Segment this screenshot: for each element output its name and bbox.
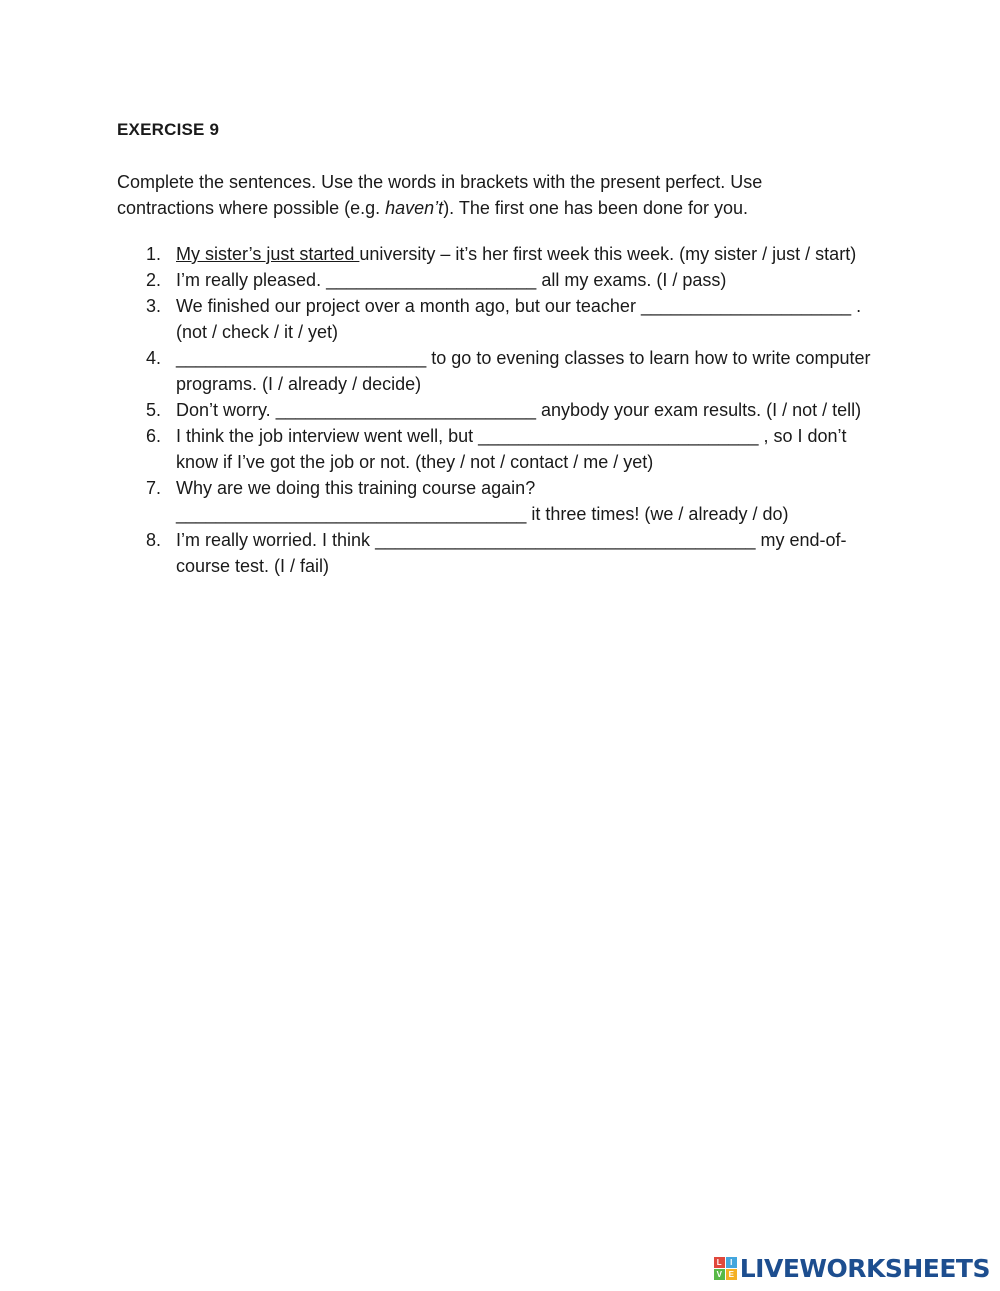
- item-text-after: my end-of-course test. (I / fail): [176, 530, 847, 576]
- list-item: [146, 423, 886, 475]
- item-text-after: all my exams. (I / pass): [536, 270, 727, 290]
- item-number: 3.: [146, 296, 162, 316]
- liveworksheets-logo[interactable]: [714, 1254, 990, 1283]
- answer-blank[interactable]: _________________________: [176, 348, 427, 368]
- item-text-after: it three times! (we / already / do): [526, 504, 789, 524]
- logo-letter: E: [726, 1269, 737, 1280]
- exercise-title: EXERCISE 9: [117, 120, 220, 139]
- item-number: 1.: [146, 244, 162, 264]
- list-item: [146, 293, 886, 345]
- logo-letter: L: [714, 1257, 725, 1268]
- item-text-before: We finished our project over a month ago, but our teacher: [176, 296, 641, 316]
- item-text-before: I’m really pleased.: [176, 270, 327, 290]
- list-item: [146, 241, 886, 267]
- item-text-after: anybody your exam results. (I / not / tell): [535, 400, 862, 420]
- instructions: [117, 169, 847, 221]
- item-text-before: I think the job interview went well, but: [176, 426, 479, 446]
- item-text-before: I’m really worried. I think: [176, 530, 376, 550]
- instructions-example: haven’t: [385, 198, 444, 218]
- item-text-before: Why are we doing this training course again?: [176, 478, 536, 498]
- item-text-before: Don’t worry.: [176, 400, 276, 420]
- answer-blank[interactable]: _____________________: [640, 296, 852, 316]
- logo-letter: I: [726, 1257, 737, 1268]
- exercise-list: [146, 241, 886, 579]
- list-item: [146, 527, 886, 579]
- item-text-after: to go to evening classes to learn how to write computer programs. (I / already / decide): [176, 348, 871, 394]
- list-item: [146, 475, 886, 527]
- item-text: university – it’s her first week this week. (my sister / just / start): [359, 244, 857, 264]
- answer-blank[interactable]: __________________________: [275, 400, 536, 420]
- item-number: 5.: [146, 400, 162, 420]
- list-item: [146, 345, 886, 397]
- answer-blank[interactable]: _____________________: [326, 270, 537, 290]
- item-number: 2.: [146, 270, 162, 290]
- list-item: [146, 397, 886, 423]
- logo-text: LIVEWORKSHEETS: [739, 1254, 990, 1283]
- item-number: 8.: [146, 530, 162, 550]
- instructions-part1: Complete the sentences. Use the words in brackets with the present perfect. Use contractions where possible (e.g.: [117, 172, 763, 218]
- answer-blank[interactable]: ___________________________________: [176, 504, 527, 524]
- list-item: [146, 267, 886, 293]
- example-answer: My sister’s just started: [176, 244, 360, 264]
- logo-icon: [714, 1257, 737, 1280]
- item-number: 6.: [146, 426, 162, 446]
- item-text-after: . (not / check / it / yet): [176, 296, 862, 342]
- item-number: 7.: [146, 478, 162, 498]
- answer-blank[interactable]: ____________________________: [478, 426, 759, 446]
- instructions-part2: ). The first one has been done for you.: [443, 198, 749, 218]
- item-number: 4.: [146, 348, 162, 368]
- logo-letter: V: [714, 1269, 725, 1280]
- answer-blank[interactable]: ______________________________________: [375, 530, 756, 550]
- item-text-after: , so I don’t know if I’ve got the job or not. (they / not / contact / me / yet): [176, 426, 847, 472]
